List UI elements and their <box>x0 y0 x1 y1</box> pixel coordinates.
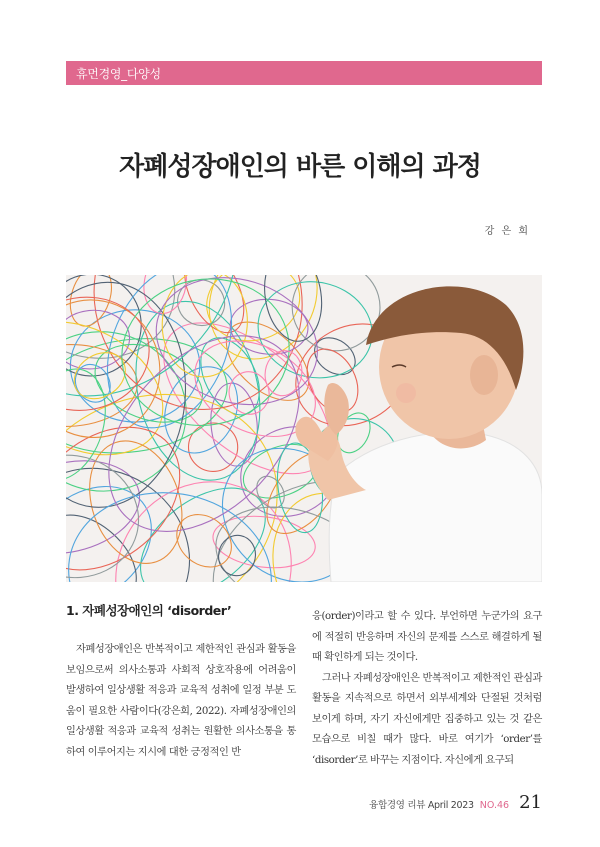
issue-number: NO.46 <box>479 800 510 811</box>
body-paragraph: 그러나 자폐성장애인은 반복적이고 제한적인 관심과 활동을 지속적으로 하면서 외부세계와 단절된 것처럼 보이게 하며, 자기 자신에게만 집중하고 있는 것 같은 모습으로 비칠 때가 많다. 바로 여기가 ‘order’를 ‘disorder’로 바꾸는 지점이다. 자신에게 요구되 <box>312 672 542 766</box>
section-heading: 1. 자폐성장애인의 ‘disorder’ <box>66 603 232 618</box>
category-label: 휴먼경영_다양성 <box>76 67 161 81</box>
journal-name: 융합경영 리뷰 April 2023 <box>369 800 474 811</box>
page-footer <box>369 792 542 813</box>
article-column-right <box>312 607 542 771</box>
body-paragraph: 응(order)이라고 할 수 있다. 부언하면 누군가의 요구에 적절히 반응하며 자신의 문제를 스스로 해결하게 될 때 확인하게 되는 것이다. <box>312 611 542 663</box>
article-column-left <box>66 602 296 763</box>
author-name: 강 은 희 <box>484 226 530 237</box>
child-drawing-on-wall-image <box>66 275 542 582</box>
article-title: 자폐성장애인의 바른 이해의 과정 <box>119 152 481 182</box>
category-bar <box>66 61 542 85</box>
article-photo <box>66 275 542 582</box>
page-number: 21 <box>519 792 542 813</box>
body-paragraph: 자폐성장애인은 반복적이고 제한적인 관심과 활동을 보임으로써 의사소통과 사회적 상호작용에 어려움이 발생하여 일상생활 적응과 교육적 성취에 일정 부분 도움이 필요한 사람이다(강은희, 2022). 자폐성장애인의 일상생활 적응과 교육적 성취는 원활한 의사소통을 통하여 이루어지는 지시에 대한 긍정적인 반 <box>66 644 296 758</box>
